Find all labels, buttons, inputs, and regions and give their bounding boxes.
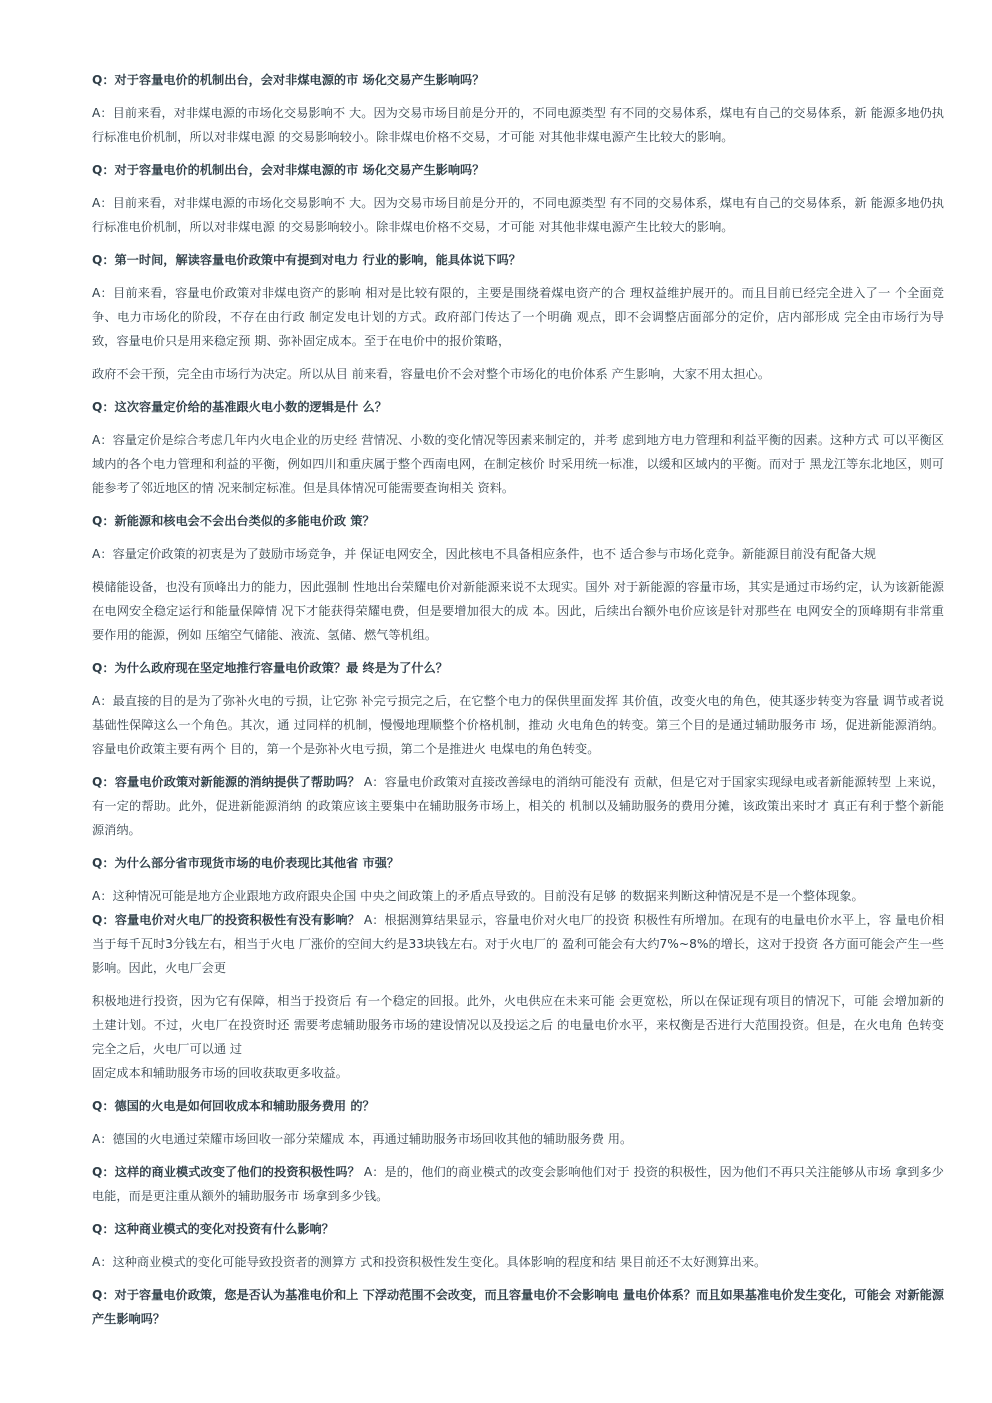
question: Q：容量电价对火电厂的投资积极性有没有影响？ [92, 913, 360, 927]
qa-paragraph [92, 908, 944, 980]
question: Q：对于容量电价的机制出台，会对非煤电源的市 场化交易产生影响吗？ [92, 163, 485, 177]
answer: A：这种情况可能是地方企业跟地方政府跟央企国 中央之间政策上的矛盾点导致的。目前没有足够 的数据来判断这种情况是不是一个整体现象。 [92, 889, 864, 903]
question: Q：这种商业模式的变化对投资有什么影响？ [92, 1222, 334, 1236]
answer: A：根据测算结果显示，容量电价对火电厂的投资 积极性有所增加。在现有的电量电价水平上，容 量电价相当于每千瓦时3分钱左右，相当于火电 厂涨价的空间大约是33块钱左右。对于火电厂的 盈利可能会有大约7%~8%的增长，这对于投资 各方面可能会产生一些影响。因此，火电厂会更 [92, 913, 944, 975]
answer: A：这种商业模式的变化可能导致投资者的测算方 式和投资积极性发生变化。具体影响的程度和结 果目前还不太好测算出来。 [92, 1255, 767, 1269]
question: Q：对于容量电价的机制出台，会对非煤电源的市 场化交易产生影响吗？ [92, 73, 485, 87]
answer: A：容量电价政策对直接改善绿电的消纳可能没有 贡献，但是它对于国家实现绿电或者新能源转型 上来说，有一定的帮助。此外，促进新能源消纳 的政策应该主要集中在辅助服务市场上，相关的 机制以及辅助服务的费用分摊，该政策出来时才 真正有利于整个新能源消纳。 [92, 775, 944, 837]
answer-continued: 固定成本和辅助服务市场的回收获取更多收益。 [92, 1066, 348, 1080]
question: Q：这样的商业模式改变了他们的投资积极性吗？ [92, 1165, 360, 1179]
answer: A：目前来看，对非煤电源的市场化交易影响不 大。因为交易市场目前是分开的，不同电源类型 有不同的交易体系，煤电有自己的交易体系，新 能源多地仍执行标准电价机制，所以对非煤电源 的交易影响较小。除非煤电价格不交易，才可能 对其他非煤电源产生比较大的影响。 [92, 196, 944, 234]
document-page [92, 68, 944, 1331]
question: Q：新能源和核电会不会出台类似的多能电价政 策？ [92, 514, 375, 528]
answer: A：容量定价是综合考虑几年内火电企业的历史经 营情况、小数的变化情况等因素来制定的，并考 虑到地方电力管理和利益平衡的因素。这种方式 可以平衡区域内的各个电力管理和利益的平衡，例如四川和重庆属于整个西南电网，在制定核价 时采用统一标准，以缓和区域内的平衡。而对于 黑龙江等东北地区，则可能参考了邻近地区的情 况来制定标准。但是具体情况可能需要查询相关 资料。 [92, 433, 944, 495]
question: Q：为什么政府现在坚定地推行容量电价政策？最 终是为了什么？ [92, 661, 448, 675]
question: Q：第一时间，解读容量电价政策中有提到对电力 行业的影响，能具体说下吗？ [92, 253, 521, 267]
answer: A：目前来看，对非煤电源的市场化交易影响不 大。因为交易市场目前是分开的，不同电源类型 有不同的交易体系，煤电有自己的交易体系，新 能源多地仍执行标准电价机制，所以对非煤电源 的交易影响较小。除非煤电价格不交易，才可能 对其他非煤电源产生比较大的影响。 [92, 106, 944, 144]
qa-paragraph [92, 1160, 944, 1208]
question: Q：为什么部分省市现货市场的电价表现比其他省 市强？ [92, 856, 400, 870]
answer: A：容量定价政策的初衷是为了鼓励市场竞争，并 保证电网安全，因此核电不具备相应条件，也不 适合参与市场化竞争。新能源目前没有配备大规 [92, 547, 876, 561]
question: Q：对于容量电价政策，您是否认为基准电价和上 下浮动范围不会改变，而且容量电价不会影响电 量电价体系？而且如果基准电价发生变化，可能会 对新能源产生影响吗？ [92, 1288, 944, 1326]
answer: A：目前来看，容量电价政策对非煤电资产的影响 相对是比较有限的，主要是围绕着煤电资产的合 理权益维护展开的。而且目前已经完全进入了一 个全面竞争、电力市场化的阶段，不存在由行政 制定发电计划的方式。政府部门传达了一个明确 观点，即不会调整店面部分的定价，店内部形成 完全由市场行为导致，容量电价只是用来稳定预 期、弥补固定成本。至于在电价中的报价策略， [92, 286, 944, 348]
answer: A：是的，他们的商业模式的改变会影响他们对于 投资的积极性，因为他们不再只关注能够从市场 拿到多少电能，而是更注重从额外的辅助服务市 场拿到多少钱。 [92, 1165, 944, 1203]
qa-paragraph [92, 770, 944, 842]
answer-continued: 政府不会干预，完全由市场行为决定。所以从目 前来看，容量电价不会对整个市场化的电价体系 产生影响，大家不用太担心。 [92, 367, 771, 381]
question: Q：这次容量定价给的基准跟火电小数的逻辑是什 么？ [92, 400, 387, 414]
answer: A：德国的火电通过荣耀市场回收一部分荣耀成 本，再通过辅助服务市场回收其他的辅助服务费 用。 [92, 1132, 633, 1146]
answer: A：最直接的目的是为了弥补火电的亏损，让它弥 补完亏损完之后，在它整个电力的保供里面发挥 其价值，改变火电的角色，使其逐步转变为容量 调节或者说基础性保障这么一个角色。其次，通 过同样的机制，慢慢地理顺整个价格机制，推动 火电角色的转变。第三个目的是通过辅助服务市 场，促进新能源消纳。容量电价政策主要有两个 目的，第一个是弥补火电亏损，第二个是推进火 电煤电的角色转变。 [92, 694, 944, 756]
question: Q：德国的火电是如何回收成本和辅助服务费用 的？ [92, 1099, 375, 1113]
question: Q：容量电价政策对新能源的消纳提供了帮助吗？ [92, 775, 360, 789]
answer-continued: 模储能设备，也没有顶峰出力的能力，因此强制 性地出台荣耀电价对新能源来说不太现实。国外 对于新能源的容量市场，其实是通过市场约定，认为该新能源在电网安全稳定运行和能量保障情 况下才能获得荣耀电费，但是要增加很大的成 本。因此，后续出台额外电价应该是针对那些在 电网安全的顶峰期有非常重要作用的能源，例如 压缩空气储能、液流、氢储、燃气等机组。 [92, 580, 944, 642]
answer-continued: 积极地进行投资，因为它有保障，相当于投资后 有一个稳定的回报。此外，火电供应在未来可能 会更宽松，所以在保证现有项目的情况下，可能 会增加新的土建计划。不过，火电厂在投资时还 需要考虑辅助服务市场的建设情况以及投运之后 的电量电价水平，来权衡是否进行大范围投资。但是，在火电角 色转变完全之后，火电厂可以通 过 [92, 994, 944, 1056]
